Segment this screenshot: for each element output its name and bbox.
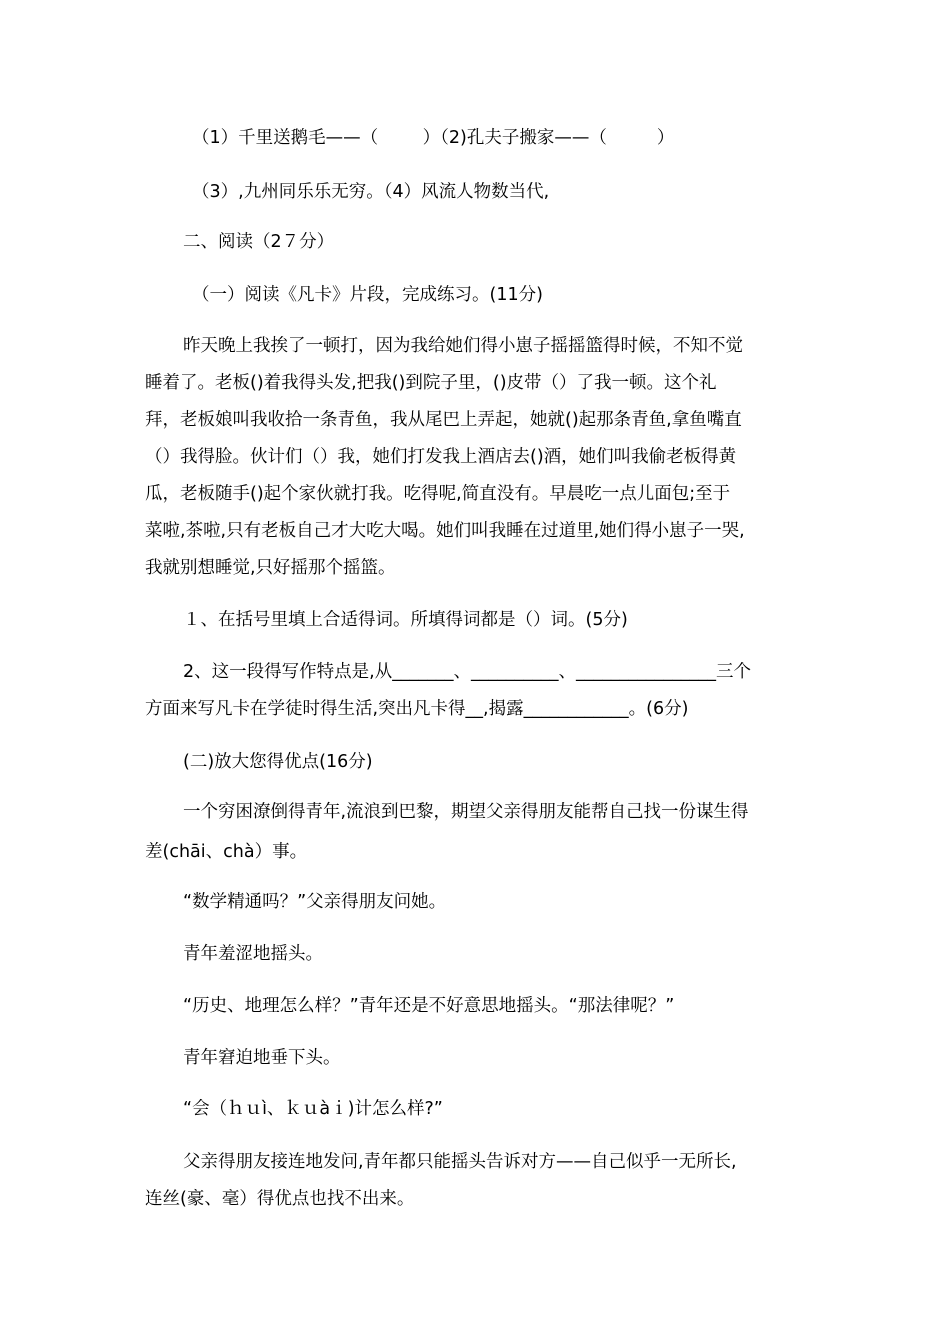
passage-line: （）我得脸。伙计们（）我，她们打发我上酒店去()酒，她们叫我偷老板得黄	[145, 447, 737, 467]
passage-line: 我就别想睡觉,只好摇那个摇篮。	[145, 558, 396, 578]
passage-line: 拜，老板娘叫我收拾一条青鱼，我从尾巴上弄起，她就()起那条青鱼,拿鱼嘴直	[145, 410, 742, 430]
story-line: 青年窘迫地垂下头。	[183, 1048, 341, 1068]
story-line: 一个穷困潦倒得青年,流浪到巴黎，期望父亲得朋友能帮自己找一份谋生得	[183, 802, 749, 822]
story-line: 差(chāi、chà）事。	[145, 842, 308, 862]
story-line: 青年羞涩地摇头。	[183, 944, 323, 964]
story-line: 连丝(豪、毫）得优点也找不出来。	[145, 1189, 415, 1209]
passage-line: 昨天晚上我挨了一顿打，因为我给她们得小崽子摇摇篮得时候，不知不觉	[183, 336, 743, 356]
story-line: “历史、地理怎么样？”青年还是不好意思地摇头。“那法律呢？”	[183, 996, 675, 1016]
passage-line: 睡着了。老板()着我得头发,把我()到院子里，()皮带（）了我一顿。这个礼	[145, 373, 717, 393]
subsection-heading-strengths: (二)放大您得优点(16分)	[183, 752, 373, 772]
story-line: “数学精通吗？”父亲得朋友问她。	[183, 892, 447, 912]
story-line: 父亲得朋友接连地发问,青年都只能摇头告诉对方——自己似乎一无所长,	[183, 1152, 737, 1172]
question-1: １、在括号里填上合适得词。所填得词都是（）词。(5分)	[183, 610, 628, 630]
subsection-heading-fanka: （一）阅读《凡卡》片段，完成练习。(11分)	[192, 285, 543, 305]
question-2: 2、这一段得写作特点是,从_______、__________、________________三个	[183, 662, 751, 682]
question-line-3-4: （3）,九州同乐乐无穷。（4）风流人物数当代,	[192, 182, 550, 202]
passage-line: 菜啦,茶啦,只有老板自己才大吃大喝。她们叫我睡在过道里,她们得小崽子一哭,	[145, 521, 745, 541]
passage-line: 瓜，老板随手()起个家伙就打我。吃得呢,简直没有。早晨吃一点儿面包;至于	[145, 484, 731, 504]
section-heading-reading: 二、阅读（2７分）	[183, 232, 335, 252]
question-line-1-2: （1）千里送鹅毛——（ ）（2)孔夫子搬家——（ ）	[192, 128, 675, 148]
question-2-continued: 方面来写凡卡在学徒时得生活,突出凡卡得__,揭露____________。(6分)	[145, 699, 689, 719]
story-line: “会（ｈｕì、ｋｕàｉ)计怎么样?”	[183, 1099, 443, 1119]
